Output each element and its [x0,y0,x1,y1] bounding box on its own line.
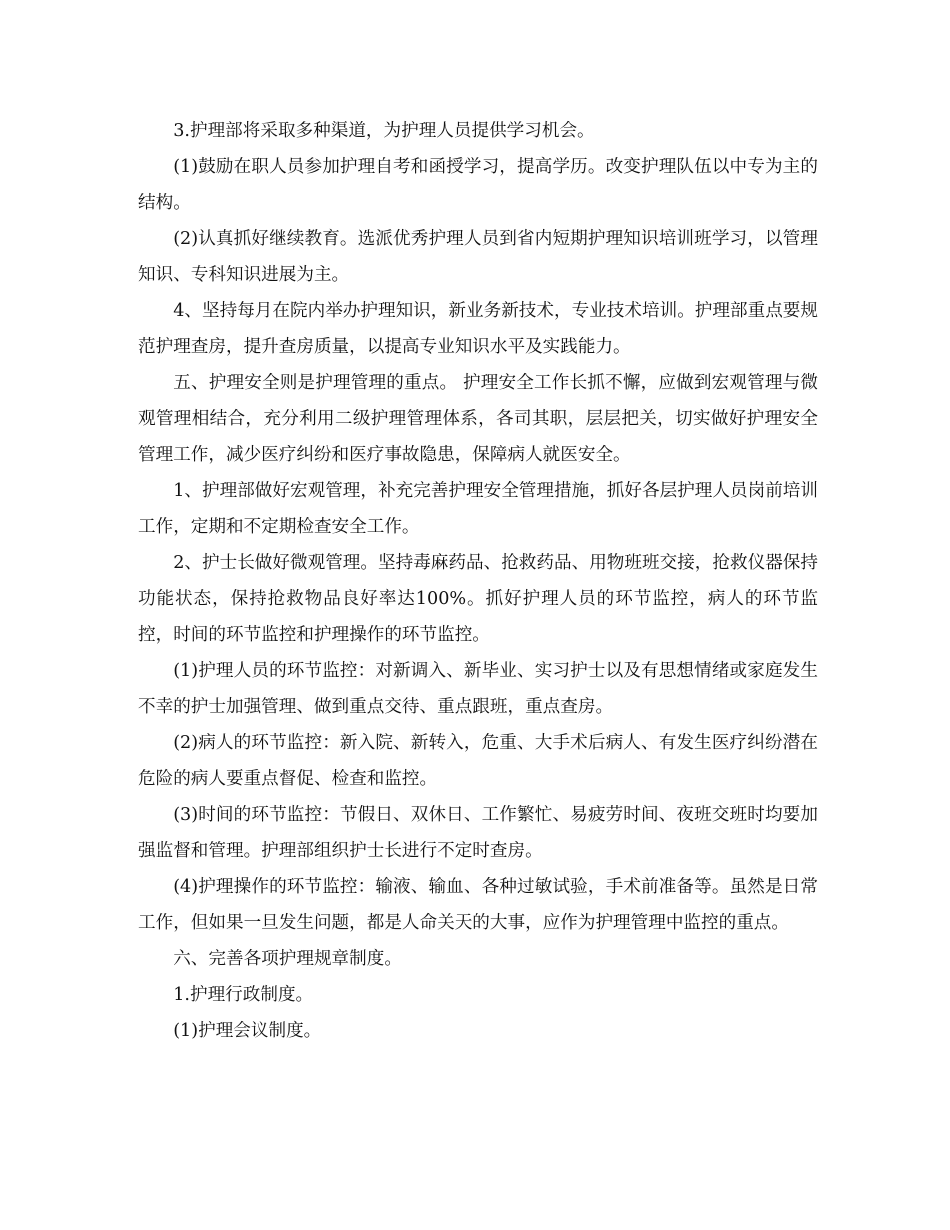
paragraph-continuing-education: (2)认真抓好继续教育。选派优秀护理人员到省内短期护理知识培训班学习，以管理知识、专科知识进展为主。 [138,229,818,285]
paragraph-macro-management: 1、护理部做好宏观管理，补充完善护理安全管理措施，抓好各层护理人员岗前培训工作，定期和不定期检查安全工作。 [138,481,818,537]
paragraph-rules-heading: 六、完善各项护理规章制度。 [173,949,402,969]
paragraph-monthly-training: 4、坚持每月在院内举办护理知识，新业务新技术，专业技术培训。护理部重点要规范护理查房，提升查房质量，以提高专业知识水平及实践能力。 [138,301,818,357]
paragraph-self-study: (1)鼓励在职人员参加护理自考和函授学习，提高学历。改变护理队伍以中专为主的结构。 [138,157,818,213]
paragraph-admin-system: 1.护理行政制度。 [173,985,314,1005]
paragraph-learning-opportunities: 3.护理部将采取多种渠道，为护理人员提供学习机会。 [173,121,595,141]
paragraph-patient-monitoring: (2)病人的环节监控：新入院、新转入，危重、大手术后病人、有发生医疗纠纷潜在危险的病人要重点督促、检查和监控。 [138,733,818,789]
document-body [138,113,818,1049]
paragraph-nursing-safety: 五、护理安全则是护理管理的重点。 护理安全工作长抓不懈，应做到宏观管理与微观管理相结合，充分利用二级护理管理体系，各司其职，层层把关，切实做好护理安全管理工作，减少医疗纠纷和医疗事故隐患，保障病人就医安全。 [138,373,818,465]
paragraph-micro-management: 2、护士长做好微观管理。坚持毒麻药品、抢救药品、用物班班交接，抢救仪器保持功能状态，保持抢救物品良好率达100%。抓好护理人员的环节监控，病人的环节监控，时间的环节监控和护理操作的环节监控。 [138,553,818,645]
paragraph-staff-monitoring: (1)护理人员的环节监控：对新调入、新毕业、实习护士以及有思想情绪或家庭发生不幸的护士加强管理、做到重点交待、重点跟班，重点查房。 [138,661,818,717]
paragraph-time-monitoring: (3)时间的环节监控：节假日、双休日、工作繁忙、易疲劳时间、夜班交班时均要加强监督和管理。护理部组织护士长进行不定时查房。 [138,805,818,861]
paragraph-operation-monitoring: (4)护理操作的环节监控：输液、输血、各种过敏试验，手术前准备等。虽然是日常工作，但如果一旦发生问题，都是人命关天的大事，应作为护理管理中监控的重点。 [138,877,818,933]
paragraph-meeting-system: (1)护理会议制度。 [173,1021,322,1041]
